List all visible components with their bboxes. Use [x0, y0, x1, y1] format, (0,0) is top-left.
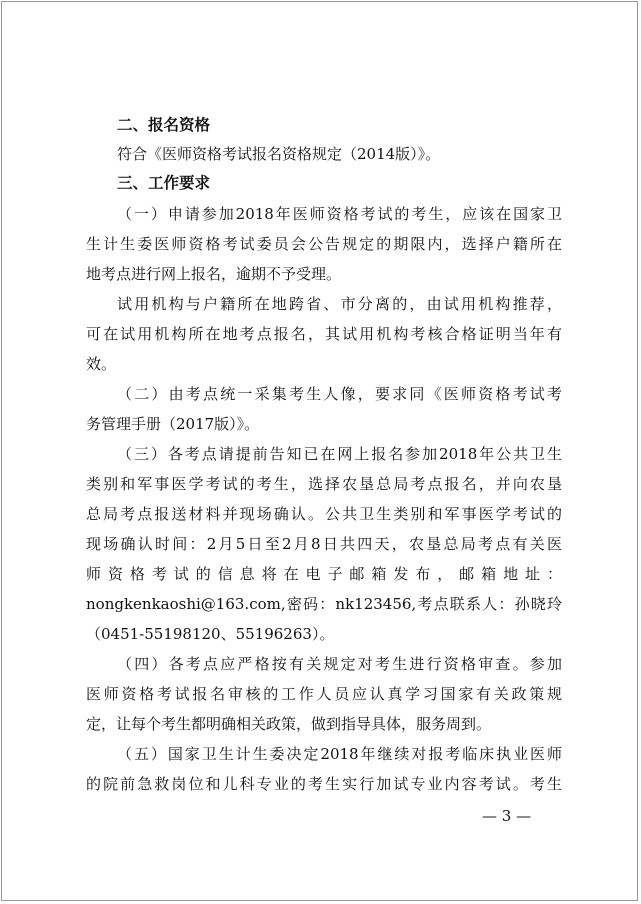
paragraph-line: 生计生委医师资格考试委员会公告规定的期限内，选择户籍所在	[86, 235, 562, 253]
paragraph-line: 务管理手册（2017版）》。	[86, 415, 260, 433]
section-heading-requirements: 三、工作要求	[117, 174, 211, 192]
paragraph-line: 的院前急救岗位和儿科专业的考生实行加试专业内容考试。考生	[86, 775, 562, 793]
page-number: — 3 —	[482, 807, 532, 825]
paragraph-line: 效。	[86, 355, 117, 373]
paragraph-line: （四）各考点应严格按有关规定对考生进行资格审查。参加	[117, 655, 562, 673]
paragraph-line: 定，让每个考生都明确相关政策，做到指导具体，服务周到。	[86, 715, 492, 733]
paragraph-line-phone: （0451-55198120、55196263）。	[86, 625, 335, 643]
paragraph-line: （二）由考点统一采集考生人像，要求同《医师资格考试考	[117, 385, 562, 403]
paragraph-line: 地考点进行网上报名，逾期不予受理。	[86, 265, 342, 283]
paragraph-line: 医师资格考试报名审核的工作人员应认真学习国家有关政策规	[86, 685, 562, 703]
paragraph-line: 符合《医师资格考试报名资格规定（2014版）》。	[117, 145, 441, 163]
section-heading-eligibility: 二、报名资格	[117, 116, 211, 134]
paragraph-line: 现场确认时间：2月5日至2月8日共四天，农垦总局考点有关医	[86, 535, 562, 553]
paragraph-line-email: nongkenkaoshi@163.com,密码：nk123456,考点联系人：孙晓玲	[86, 595, 562, 613]
paragraph-line: 可在试用机构所在地考点报名，其试用机构考核合格证明当年有	[86, 325, 562, 343]
paragraph-line: （三）各考点请提前告知已在网上报名参加2018年公共卫生	[117, 445, 562, 463]
paragraph-line: （五）国家卫生计生委决定2018年继续对报考临床执业医师	[117, 745, 562, 763]
paragraph-line: 师资格考试的信息将在电子邮箱发布，邮箱地址：	[86, 565, 562, 583]
paragraph-line: 总局考点报送材料并现场确认。公共卫生类别和军事医学考试的	[86, 505, 562, 523]
paragraph-line: 试用机构与户籍所在地跨省、市分离的，由试用机构推荐，	[117, 295, 562, 313]
paragraph-line: 类别和军事医学考试的考生，选择农垦总局考点报名，并向农垦	[86, 475, 562, 493]
paragraph-line: （一）申请参加2018年医师资格考试的考生，应该在国家卫	[117, 205, 562, 223]
